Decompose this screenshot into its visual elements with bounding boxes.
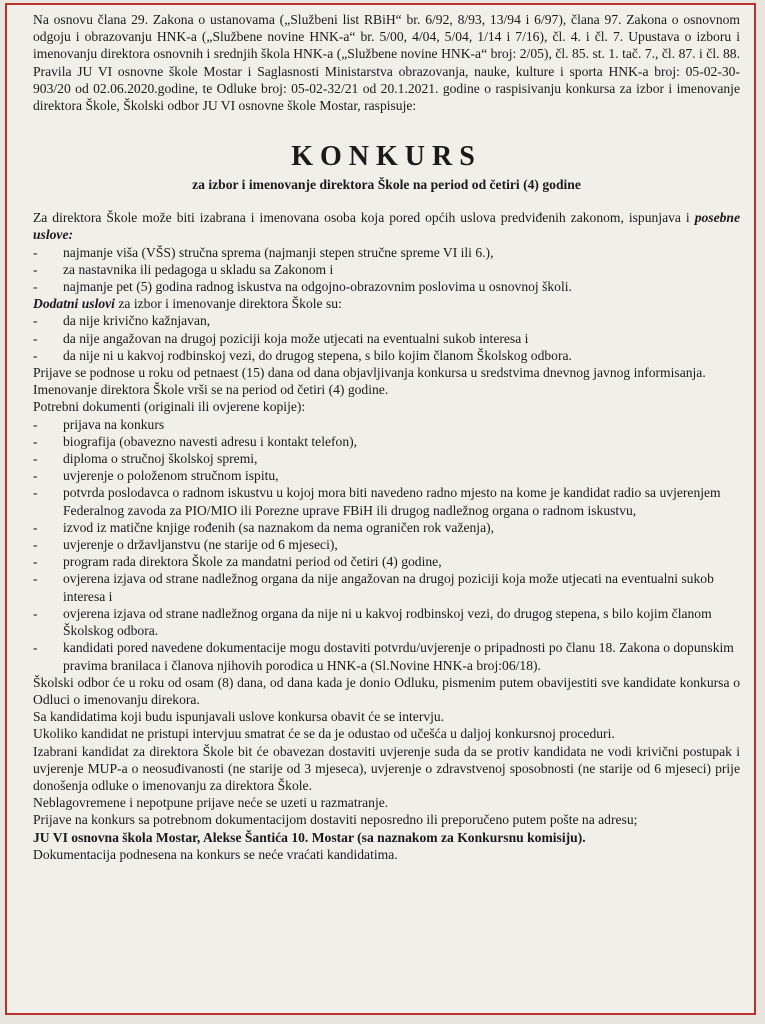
legal-basis-paragraph: Na osnovu člana 29. Zakona o ustanovama („Službeni list RBiH“ br. 6/92, 8/93, 13/94 i 6/97), člana 97. Zakona o osnovnom odgoju i obrazovanju HNK-a („Službene novine HNK-a“ br. 5/00, 4/04, 5/04, 1/14 i 7/16), čl. 4. i čl. 7. Upustava o izboru i imenovanju direktora osnovnih i srednjih škola HNK-a („Službene novine HNK-a“ broj: 2/05), čl. 85. st. 1. tač. 7., čl. 87. i čl. 88. Pravila JU VI osnovne škole Mostar i Saglasnosti Ministarstva obrazovanja, nauke, kulture i sporta HNK-a broj: 05-02-30-903/20 od 02.06.2020.godine, te Odluke broj: 05-02-32/21 od 20.1.2021. godine o raspisivanju konkursa za izbor i imenovanje direktora Škole, Školski odbor JU VI osnovne škole Mostar, raspisuje: (33, 12, 740, 114)
deadline-paragraph: Prijave se podnose u roku od petnaest (15) dana od dana objavljivanja konkursa u sredstvima dnevnog javnog informisanja. (33, 365, 706, 381)
list-item: - ovjerena izjava od strane nadležnog organa da nije angažovan na drugoj poziciji koja može utjecati na eventualni sukob interesa i (33, 570, 740, 604)
notification-paragraph: Školski odbor će u roku od osam (8) dana, od dana kada je donio Odluku, pismenim putem obavijestiti sve kandidate konkursa o Odluci o imenovanju direkora. (33, 674, 740, 707)
list-item: - potvrda poslodavca o radnom iskustvu u kojoj mora biti navedeno radno mjesto na kome je kandidat radio sa uvjerenjem Federalnog zavoda za PIO/MIO ili Porezne uprave FBiH ili drugog nadležnog organa o radnom iskustvu, (33, 484, 740, 518)
selected-candidate-paragraph: Izabrani kandidat za direktora Škole bit će obavezan dostaviti uvjerenje suda da se protiv kandidata ne vodi krivični postupak i uvjerenje MUP-a o neosuđivanosti (ne starije od 3 mjeseca), uvjerenje o zdravstvenoj sposobnosti (ne starije od 6 mjeseci) prije donošenja odluke o imenovanju za direktora Škole. (33, 743, 740, 793)
list-item: - najmanje pet (5) godina radnog iskustva na odgojno-obrazovnim poslovima u osnovnoj školi. (33, 278, 740, 295)
list-item: - za nastavnika ili pedagoga u skladu sa Zakonom i (33, 261, 740, 278)
notice-title: KONKURS (291, 141, 482, 173)
term-paragraph: Imenovanje direktora Škole vrši se na period od četiri (4) godine. (33, 382, 389, 398)
list-item: - da nije angažovan na drugoj poziciji koja može utjecati na eventualni sukob interesa i (33, 330, 740, 347)
special-conditions-list (33, 244, 740, 296)
no-return-paragraph: Dokumentacija podnesena na konkurs se neće vraćati kandidatima. (33, 846, 398, 862)
list-item: - da nije ni u kakvoj rodbinskoj vezi, do drugog stepena, s bilo kojim članom Školskog odbora. (33, 347, 740, 364)
additional-conditions-list (33, 312, 740, 364)
konkurs-notice (5, 3, 756, 1015)
list-item: - da nije krivično kažnjavan, (33, 312, 740, 329)
interview-paragraph: Sa kandidatima koji budu ispunjavali uslove konkursa obavit će se intervju. (33, 709, 445, 725)
special-conditions-label: posebne uslove: (33, 210, 740, 243)
list-item: - kandidati pored navedene dokumentacije mogu dostaviti potvrdu/uvjerenje o pripadnosti po članu 18. Zakona o dopunskim pravima branilaca i članova njihovih porodica u HNK-a (Sl.Novine HNK-a broj:06/18). (33, 639, 740, 673)
list-item: - izvod iz matične knjige rođenih (sa naznakom da nema ograničen rok važenja), (33, 519, 740, 536)
submission-paragraph: Prijave na konkurs sa potrebnom dokumentacijom dostaviti neposredno ili preporučeno putem pošte na adresu; (33, 812, 638, 828)
list-item: - diploma o stručnoj školskoj spremi, (33, 450, 740, 467)
list-item: - uvjerenje o državljanstvu (ne starije od 6 mjeseci), (33, 536, 740, 553)
school-address: JU VI osnovna škola Mostar, Alekse Šantića 10. Mostar (sa naznakom za Konkursnu komisiju). (33, 829, 586, 845)
incomplete-applications-paragraph: Neblagovremene i nepotpune prijave neće se uzeti u razmatranje. (33, 795, 389, 811)
eligibility-text: Za direktora Škole može biti izabrana i imenovana osoba koja pored općih uslova predviđenih zakonom, ispunjava i (33, 210, 695, 226)
list-item: - uvjerenje o položenom stručnom ispitu, (33, 467, 740, 484)
list-item: - prijava na konkurs (33, 416, 740, 433)
additional-conditions-label: Dodatni uslovi (33, 296, 115, 312)
list-item: - biografija (obavezno navesti adresu i kontakt telefon), (33, 433, 740, 450)
list-item: - ovjerena izjava od strane nadležnog organa da nije ni u kakvoj rodbinskoj vezi, do drugog stepena, s bilo kojim članom Školskog odbora. (33, 605, 740, 639)
list-item: - najmanje viša (VŠS) stručna sprema (najmanji stepen stručne spreme VI ili 6.), (33, 244, 740, 261)
additional-conditions-heading (33, 295, 740, 312)
no-show-paragraph: Ukoliko kandidat ne pristupi intervjuu smatrat će se da je odustao od učešća u daljoj konkursnoj proceduri. (33, 726, 615, 742)
list-item: - program rada direktora Škole za mandatni period od četiri (4) godine, (33, 553, 740, 570)
additional-conditions-text: za izbor i imenovanje direktora Škole su: (114, 296, 342, 312)
notice-subtitle: za izbor i imenovanje direktora Škole na period od četiri (4) godine (192, 177, 581, 193)
eligibility-paragraph (33, 209, 740, 243)
documents-heading: Potrebni dokumenti (originali ili ovjerene kopije): (33, 399, 306, 415)
documents-list (33, 416, 740, 674)
